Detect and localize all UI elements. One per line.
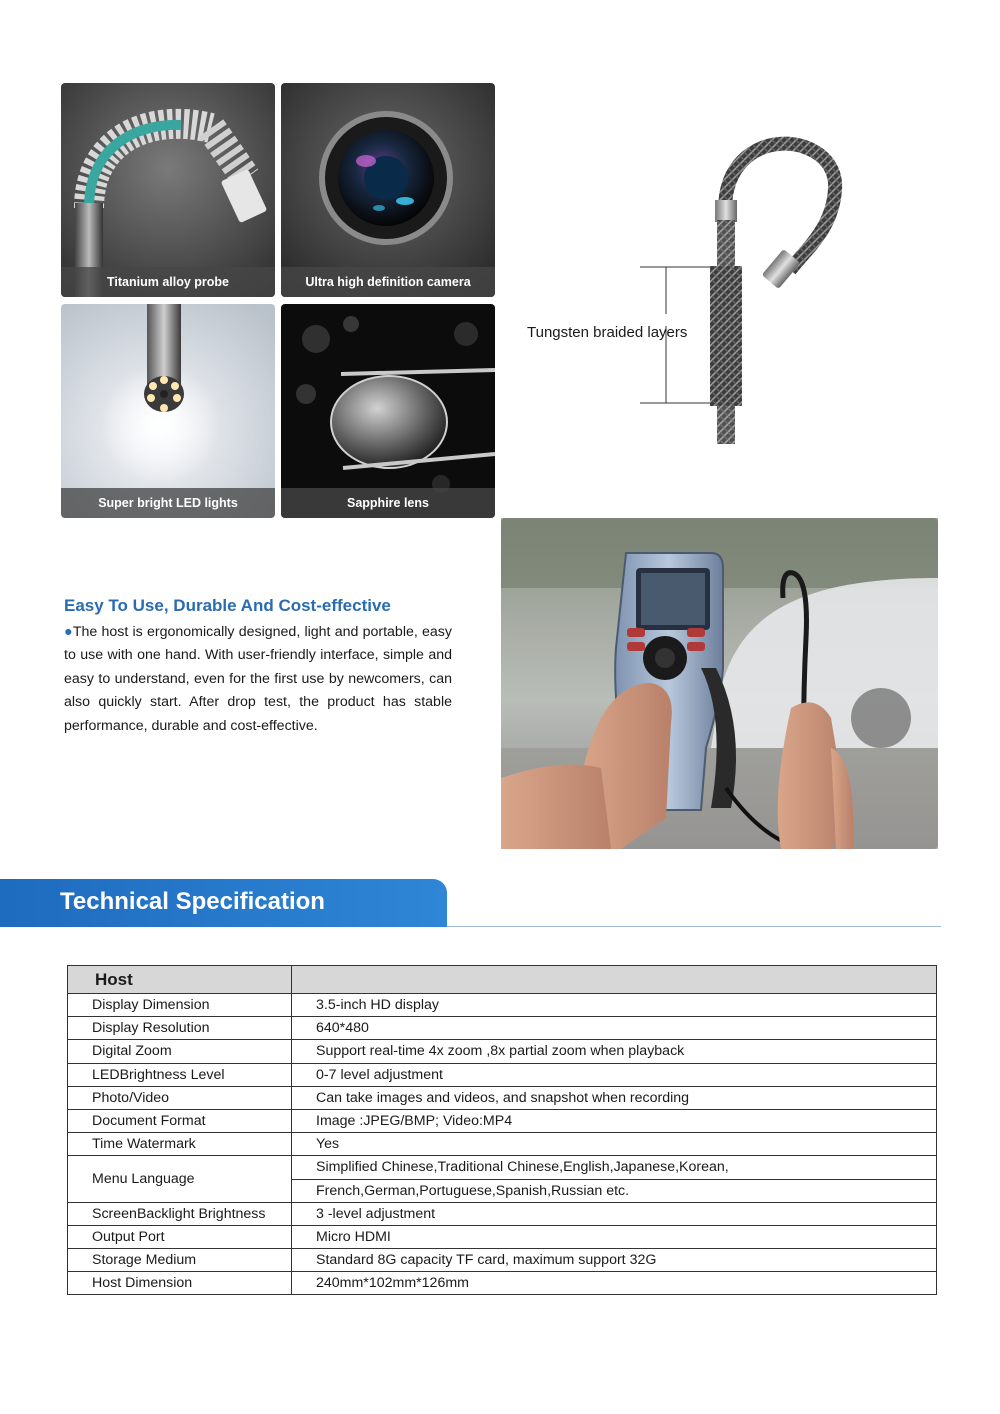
spec-value: 0-7 level adjustment [292, 1063, 937, 1086]
spec-value: 3.5-inch HD display [292, 994, 937, 1017]
spec-key: Output Port [68, 1225, 292, 1248]
spec-header-blank [292, 966, 937, 994]
feature-tile-camera [281, 83, 495, 297]
spec-table [67, 965, 937, 1295]
spec-key: ScreenBacklight Brightness [68, 1202, 292, 1225]
spec-key: Document Format [68, 1109, 292, 1132]
led-lights-image [61, 304, 275, 518]
feature-tile-led [61, 304, 275, 518]
table-row [68, 1040, 937, 1063]
spec-key: Display Dimension [68, 994, 292, 1017]
spec-value: Can take images and videos, and snapshot when recording [292, 1086, 937, 1109]
spec-key: Time Watermark [68, 1133, 292, 1156]
spec-key: Display Resolution [68, 1017, 292, 1040]
spec-header-row [68, 966, 937, 994]
table-row [68, 1017, 937, 1040]
table-row [68, 1156, 937, 1179]
spec-header: Host [68, 966, 292, 994]
spec-value: Standard 8G capacity TF card, maximum support 32G [292, 1249, 937, 1272]
feature-caption: Sapphire lens [281, 488, 495, 518]
spec-key: Photo/Video [68, 1086, 292, 1109]
spec-value: French,German,Portuguese,Spanish,Russian etc. [292, 1179, 937, 1202]
spec-value: 640*480 [292, 1017, 937, 1040]
intro-heading: Easy To Use, Durable And Cost-effective [64, 596, 391, 615]
intro-body: The host is ergonomically designed, light and portable, easy to use with one hand. With user-friendly interface, simple and easy to understand, even for the first use by newcomers, can also quickly start. After drop test, the product has stable performance, durable and cost-effective. [64, 624, 452, 734]
table-row [68, 1109, 937, 1132]
spec-value: Support real-time 4x zoom ,8x partial zoom when playback [292, 1040, 937, 1063]
braid-label: Tungsten braided layers [527, 324, 688, 341]
table-row [68, 1272, 937, 1295]
table-row [68, 1249, 937, 1272]
table-row [68, 1225, 937, 1248]
bullet-icon: ● [64, 624, 73, 640]
spec-value: 3 -level adjustment [292, 1202, 937, 1225]
braided-probe-image [600, 120, 860, 450]
spec-value: Micro HDMI [292, 1225, 937, 1248]
table-row [68, 1063, 937, 1086]
table-row [68, 994, 937, 1017]
spec-key: Host Dimension [68, 1272, 292, 1295]
device-in-hand-photo [501, 518, 938, 849]
feature-tile-sapphire [281, 304, 495, 518]
spec-key: Menu Language [68, 1156, 292, 1202]
camera-lens-image [281, 83, 495, 297]
table-row [68, 1133, 937, 1156]
feature-tile-titanium-probe [61, 83, 275, 297]
feature-caption: Titanium alloy probe [61, 267, 275, 297]
section-divider [447, 926, 941, 927]
spec-value: 240mm*102mm*126mm [292, 1272, 937, 1295]
feature-caption: Super bright LED lights [61, 488, 275, 518]
feature-caption: Ultra high definition camera [281, 267, 495, 297]
titanium-probe-image [61, 83, 275, 297]
intro-paragraph [64, 621, 452, 738]
spec-value: Simplified Chinese,Traditional Chinese,English,Japanese,Korean, [292, 1156, 937, 1179]
spec-key: LEDBrightness Level [68, 1063, 292, 1086]
table-row [68, 1086, 937, 1109]
spec-key: Storage Medium [68, 1249, 292, 1272]
spec-value: Yes [292, 1133, 937, 1156]
sapphire-lens-image [281, 304, 495, 518]
table-row [68, 1202, 937, 1225]
spec-value: Image :JPEG/BMP; Video:MP4 [292, 1109, 937, 1132]
section-title: Technical Specification [60, 888, 325, 915]
spec-key: Digital Zoom [68, 1040, 292, 1063]
